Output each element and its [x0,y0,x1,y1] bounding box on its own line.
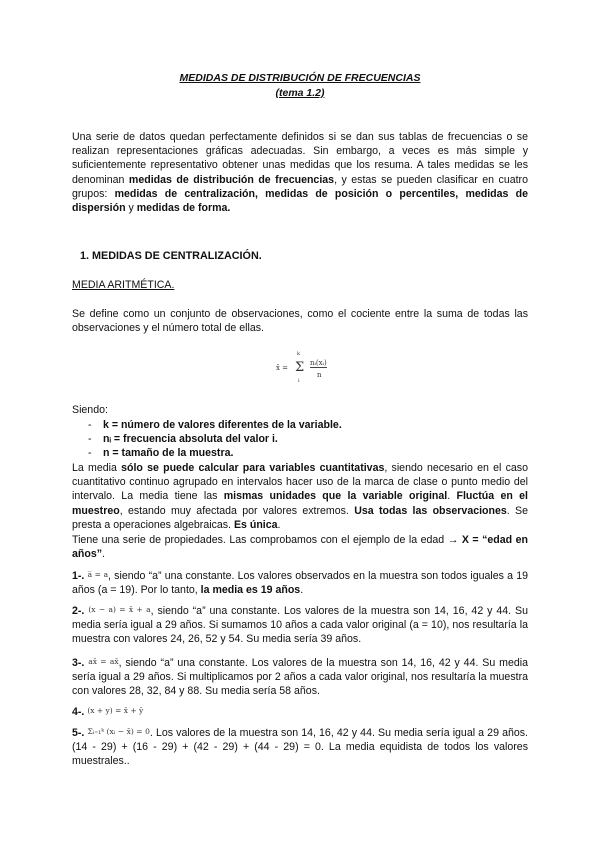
document-subtitle: (tema 1.2) [275,87,325,99]
list-item: - nᵢ = frecuencia absoluta del valor i. [88,433,278,445]
definition-list [88,418,342,460]
property-2-formula: (x − a) = x̄ + a [88,605,151,614]
mean-properties-paragraph: La media sólo se puede calcular para variables cuantitativas, siendo necesario en el caso cuantitativo continuo agrupado en intervalos hacer uso de la marca de clase o punto medio del intervalo. La media tiene las mismas unidades que la variable original. Fluctúa en el muestreo, estando muy afectada por valores extremos. Usa todas las observaciones. Se presta a operaciones algebraicas. Es única. [72,462,529,531]
property-4-formula: (x + y) = x̄ + ȳ [87,706,144,715]
subsection-heading: MEDIA ARITMÉTICA. [72,279,175,291]
list-item: - k = número de valores diferentes de la variable. [88,419,342,431]
example-intro-paragraph: Tiene una serie de propiedades. Las comprobamos con el ejemplo de la edad → X = “edad en años”. [72,534,528,561]
definition-paragraph: Se define como un conjunto de observaciones, como el cociente entre la suma de todas las observaciones y el número total de ellas. [72,308,528,335]
intro-paragraph: Una serie de datos quedan perfectamente definidos si se dan sus tablas de frecuencias o se realizan representaciones gráficas adecuadas. Sin embargo, a veces es más simple y suficientemente representativo obtener unas medidas que los resuma. A tales medidas se les denominan medidas de distribución de frecuencias, y estas se pueden clasificar en cuatro grupos: medidas de centralización, medidas de posición o percentiles, medidas de dispersión y medidas de forma. [72,131,528,215]
siendo-label: Siendo: [72,404,108,416]
property-1-formula: a̅ = a [87,570,109,579]
property-5-formula: Σᵢ₌₁ᵏ (xᵢ − x̄) = 0 [87,727,150,736]
section-heading: 1. MEDIDAS DE CENTRALIZACIÓN. [80,250,262,262]
document-title: MEDIDAS DE DISTRIBUCIÓN DE FRECUENCIAS [179,72,421,84]
list-item: - n = tamaño de la muestra. [88,447,234,459]
property-3-formula: ax̄ = ax̄ [88,657,119,666]
property-4: 4-. (x + y) = x̄ + ȳ [72,706,144,718]
property-1: 1-. a̅ = a, siendo “a” una constante. Los valores observados en la muestra son todos iguales a 19 años (a = 19). Por lo tanto, la media es 19 años. [72,570,528,597]
property-3: 3-. ax̄ = ax̄, siendo “a” una constante. Los valores de la muestra son 14, 16, 42 y 44. Su media sería igual a 29 años. Si multiplicamos por 2 años a cada valor original, nos resultaría la muestra con valores 28, 32, 84 y 88. Su media sería 58 años. [72,657,528,698]
mean-formula: x̄ = Σ k i nᵢ(xᵢ) n [276,351,327,384]
property-2: 2-. (x − a) = x̄ + a, siendo “a” una constante. Los valores de la muestra son 14, 16, 42 y 44. Su media sería igual a 29 años. Si sumamos 10 años a cada valor original (a = 10), nos resultaría la muestra con valores 24, 26, 52 y 54. Su media sería 39 años. [72,605,528,646]
property-5: 5-. Σᵢ₌₁ᵏ (xᵢ − x̄) = 0. Los valores de la muestra son 14, 16, 42 y 44. Su media sería igual a 29 años. (14 - 29) + (16 - 29) + (42 - 29) + (44 - 29) = 0. La media equidista de todos los valores muestrales.. [72,727,528,768]
